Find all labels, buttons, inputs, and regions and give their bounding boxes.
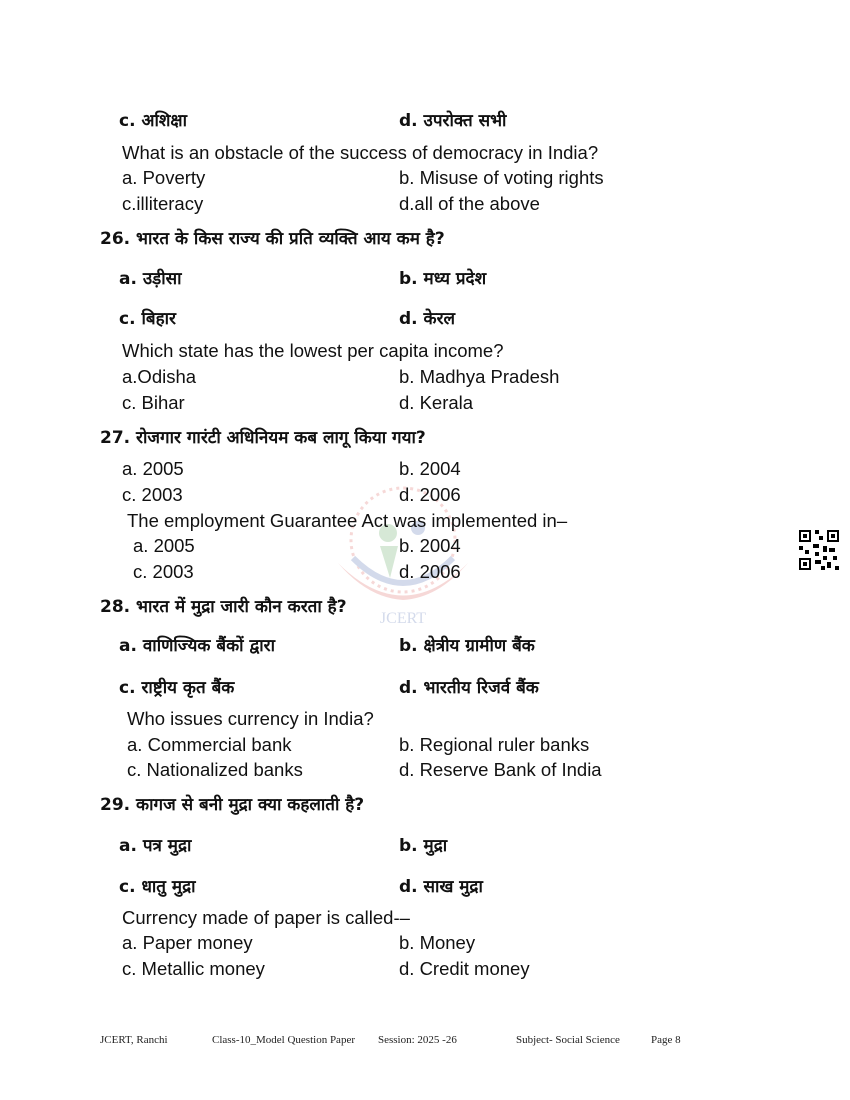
- q26-option-d-english: d. Kerala: [399, 392, 474, 413]
- q26-option-c-english: c. Bihar: [122, 392, 185, 413]
- q26-option-a-english: a.Odisha: [122, 366, 197, 387]
- footer-subject: Subject- Social Science: [516, 1034, 620, 1046]
- q29-question-hindi: 29. कागज से बनी मुद्रा क्या कहलाती है?: [100, 795, 365, 815]
- q27-option-c-english: c. 2003: [133, 561, 194, 582]
- footer-org: JCERT, Ranchi: [100, 1034, 168, 1046]
- q26-question-english: Which state has the lowest per capita income?: [122, 340, 504, 361]
- q25-option-a-english: a. Poverty: [122, 167, 206, 188]
- q28-option-d-hindi: d. भारतीय रिजर्व बैंक: [399, 678, 539, 698]
- q25-option-c-hindi: c. अशिक्षा: [119, 111, 187, 131]
- watermark-label: JCERT: [379, 610, 427, 627]
- q29-option-c-english: c. Metallic money: [122, 958, 265, 979]
- q28-question-hindi: 28. भारत में मुद्रा जारी कौन करता है?: [100, 597, 347, 617]
- q29-option-b-hindi: b. मुद्रा: [399, 836, 448, 856]
- q28-option-c-hindi: c. राष्ट्रीय कृत बैंक: [119, 678, 235, 698]
- q27-option-d-english: d. 2006: [399, 561, 461, 582]
- footer-session: Session: 2025 -26: [378, 1034, 457, 1046]
- q25-question-english: What is an obstacle of the success of democracy in India?: [122, 142, 599, 163]
- q25-option-d-hindi: d. उपरोक्त सभी: [399, 111, 507, 131]
- q29-option-a-english: a. Paper money: [122, 932, 253, 953]
- footer-page-number: Page 8: [651, 1034, 681, 1046]
- q28-option-d-english: d. Reserve Bank of India: [399, 759, 602, 780]
- q27-option-b-english: b. 2004: [399, 535, 461, 556]
- footer-paper: Class-10_Model Question Paper: [212, 1034, 355, 1046]
- q29-option-c-hindi: c. धातु मुद्रा: [119, 877, 196, 897]
- q29-question-english: Currency made of paper is called-–: [122, 907, 410, 928]
- q26-option-c-hindi: c. बिहार: [119, 309, 176, 329]
- q27-option-a-english: a. 2005: [133, 535, 195, 556]
- q28-option-a-hindi: a. वाणिज्यिक बैंकों द्वारा: [119, 636, 275, 656]
- qr-code-icon: [799, 530, 839, 570]
- q29-option-b-english: b. Money: [399, 932, 476, 953]
- q25-option-c-english: c.illiteracy: [122, 193, 204, 214]
- q28-option-c-english: c. Nationalized banks: [127, 759, 303, 780]
- q26-option-b-hindi: b. मध्य प्रदेश: [399, 269, 487, 289]
- q27-option-c-hindi: c. 2003: [122, 484, 183, 505]
- q25-option-b-english: b. Misuse of voting rights: [399, 167, 604, 188]
- q27-question-english: The employment Guarantee Act was implemented in–: [127, 510, 568, 531]
- q29-option-a-hindi: a. पत्र मुद्रा: [119, 836, 192, 856]
- q26-option-a-hindi: a. उड़ीसा: [119, 269, 182, 289]
- q28-question-english: Who issues currency in India?: [127, 708, 374, 729]
- q26-question-hindi: 26. भारत के किस राज्य की प्रति व्यक्ति आय कम है?: [100, 229, 445, 249]
- q25-option-d-english: d.all of the above: [399, 193, 540, 214]
- q28-option-a-english: a. Commercial bank: [127, 734, 292, 755]
- q26-option-b-english: b. Madhya Pradesh: [399, 366, 560, 387]
- q27-option-d-hindi: d. 2006: [399, 484, 461, 505]
- q26-option-d-hindi: d. केरल: [399, 309, 456, 329]
- q27-question-hindi: 27. रोजगार गारंटी अधिनियम कब लागू किया गया?: [100, 428, 426, 448]
- q27-option-a-hindi: a. 2005: [122, 458, 184, 479]
- q28-option-b-english: b. Regional ruler banks: [399, 734, 590, 755]
- q29-option-d-english: d. Credit money: [399, 958, 530, 979]
- q27-option-b-hindi: b. 2004: [399, 458, 461, 479]
- q29-option-d-hindi: d. साख मुद्रा: [399, 877, 483, 897]
- q28-option-b-hindi: b. क्षेत्रीय ग्रामीण बैंक: [399, 636, 535, 656]
